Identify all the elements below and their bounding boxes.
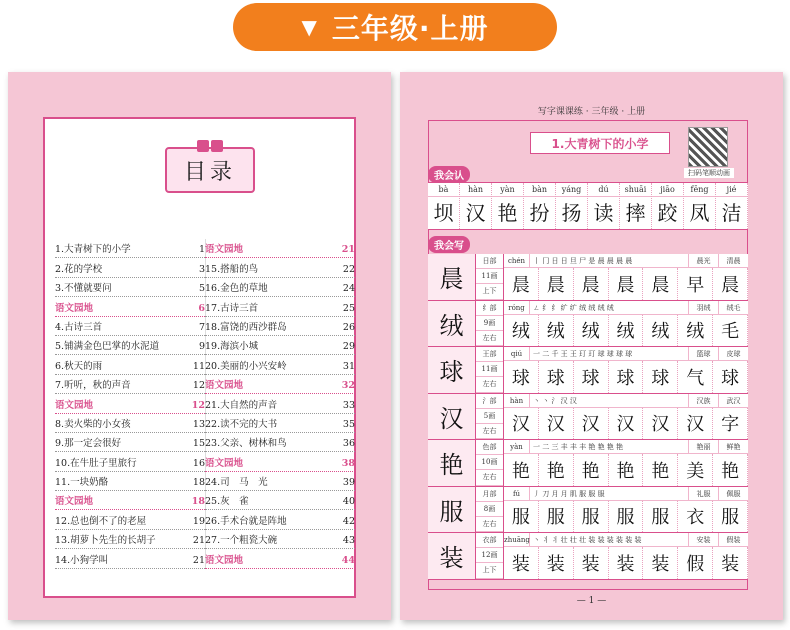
- toc-entry-title: 18.富饶的西沙群岛: [205, 321, 287, 333]
- toc-entry[interactable]: [205, 258, 355, 277]
- practice-chars: [504, 454, 748, 486]
- model-char: 汉: [428, 394, 476, 440]
- toc-entry[interactable]: [205, 472, 355, 491]
- write-top: [504, 394, 748, 408]
- practice-char[interactable]: 汉: [539, 408, 574, 440]
- toc-entry-title: 23.父亲、树林和鸟: [205, 438, 287, 450]
- toc-entry-title: 4.古诗三首: [55, 321, 103, 333]
- toc-entry[interactable]: [55, 472, 205, 491]
- toc-entry-title: 14.小狗学叫: [55, 554, 109, 566]
- toc-entry-title: 语文园地: [205, 554, 244, 566]
- toc-entry[interactable]: [205, 510, 355, 529]
- toc-entry[interactable]: [55, 375, 205, 394]
- recognize-tag: 我会认: [428, 166, 470, 183]
- toc-entry-page: 7: [198, 321, 205, 333]
- stroke-order: 丶 丶 氵 汉 汉: [533, 396, 577, 405]
- toc-entry-title: 26.手术台就是阵地: [205, 515, 287, 527]
- toc-entry-title: 3.不懂就要问: [55, 283, 112, 295]
- toc-entry[interactable]: [205, 530, 355, 549]
- recognize-cell: [684, 183, 716, 229]
- practice-char[interactable]: 假: [678, 547, 713, 579]
- recognize-pinyin: hàn: [460, 183, 491, 197]
- write-pinyin: zhuāng: [504, 533, 530, 546]
- toc-entry[interactable]: [55, 530, 205, 549]
- practice-char[interactable]: 晨: [504, 268, 539, 300]
- practice-char[interactable]: 装: [539, 547, 574, 579]
- practice-char[interactable]: 晨: [643, 268, 678, 300]
- word-1: 晨光: [688, 254, 718, 267]
- toc-entry-page: 33: [342, 399, 355, 411]
- practice-chars: [504, 268, 748, 300]
- write-row: [428, 254, 748, 301]
- practice-char[interactable]: 球: [574, 361, 609, 393]
- toc-entry-title: 16.金色的草地: [205, 283, 268, 295]
- recognize-pinyin: bàn: [524, 183, 555, 197]
- practice-char[interactable]: 绒: [643, 315, 678, 347]
- structure: 上下: [476, 563, 503, 578]
- toc-entry[interactable]: [55, 549, 205, 568]
- write-body: [504, 487, 748, 533]
- radical: 纟部: [476, 301, 503, 316]
- recognize-cell: [492, 183, 524, 229]
- toc-entry-page: 42: [342, 515, 355, 527]
- practice-char[interactable]: 毛: [713, 315, 748, 347]
- toc-entry-page: 6: [198, 302, 205, 314]
- toc-entry-page: 31: [342, 360, 355, 372]
- word-1: 礼服: [688, 487, 718, 500]
- toc-entry[interactable]: [55, 336, 205, 355]
- structure: 左右: [476, 377, 503, 392]
- toc-frame: [43, 117, 356, 598]
- stroke-order: ㄥ 纟 纟 纩 纩 绒 绒 绒 绒: [533, 303, 614, 312]
- toc-entry-page: 32: [341, 380, 355, 392]
- structure: 左右: [476, 331, 503, 346]
- toc-entry[interactable]: [55, 278, 205, 297]
- write-top: [504, 254, 748, 268]
- recognize-pinyin: fēng: [684, 183, 715, 197]
- toc-entry-page: 36: [342, 438, 355, 450]
- toc-entry-title: 语文园地: [55, 302, 94, 314]
- practice-char[interactable]: 汉: [574, 408, 609, 440]
- practice-chars: [504, 547, 748, 579]
- recognize-char: 凤: [689, 201, 710, 225]
- write-body: [504, 254, 748, 300]
- write-pinyin: róng: [504, 301, 530, 314]
- write-body: [504, 347, 748, 393]
- toc-entry[interactable]: [205, 491, 355, 510]
- toc-entry-page: 16: [192, 457, 205, 469]
- practice-char[interactable]: 球: [643, 361, 678, 393]
- toc-entry-page: 21: [192, 554, 205, 566]
- practice-char[interactable]: 绒: [609, 315, 644, 347]
- practice-chars: [504, 408, 748, 440]
- recognize-pinyin: yàn: [492, 183, 523, 197]
- practice-char[interactable]: 球: [539, 361, 574, 393]
- write-pinyin: yàn: [504, 440, 530, 453]
- radical: 氵部: [476, 394, 503, 409]
- toc-entry-page: 40: [342, 496, 355, 508]
- recognize-char: 读: [593, 201, 614, 225]
- recognize-cell: [524, 183, 556, 229]
- word-2: 皮球: [718, 347, 748, 360]
- practice-char[interactable]: 绒: [574, 315, 609, 347]
- toc-entry-page: 15: [192, 438, 205, 450]
- toc-entry-page: 21: [192, 535, 205, 547]
- practice-char[interactable]: 球: [713, 361, 748, 393]
- toc-entry[interactable]: [55, 355, 205, 374]
- stroke-order: 丨 冂 日 日 旦 尸 是 晨 晨 晨 晨: [533, 257, 633, 265]
- recognize-pinyin: yáng: [556, 183, 587, 197]
- toc-entry-title: 19.海滨小城: [205, 341, 259, 353]
- practice-char[interactable]: 汉: [678, 408, 713, 440]
- practice-char[interactable]: 装: [643, 547, 678, 579]
- recognize-char: 跤: [657, 201, 678, 225]
- practice-char[interactable]: 艳: [504, 454, 539, 486]
- write-pinyin: qiú: [504, 347, 530, 360]
- toc-entry[interactable]: [55, 297, 205, 316]
- toc-entry-title: 语文园地: [205, 380, 244, 392]
- model-char: 球: [428, 347, 476, 393]
- recognize-cell: [460, 183, 492, 229]
- recognize-char: 汉: [465, 201, 486, 225]
- char-meta: [476, 301, 504, 347]
- word-1: 羽绒: [688, 301, 718, 314]
- toc-entry[interactable]: [55, 510, 205, 529]
- toc-entry[interactable]: [205, 433, 355, 452]
- practice-char[interactable]: 装: [713, 547, 748, 579]
- toc-column-left: [55, 239, 205, 569]
- word-1: 安装: [688, 533, 718, 546]
- toc-entry-title: 10.在牛肚子里旅行: [55, 457, 137, 469]
- stroke-count: 9画: [476, 316, 503, 331]
- radical: 色部: [476, 440, 503, 455]
- write-top: [504, 487, 748, 501]
- toc-entry[interactable]: [205, 414, 355, 433]
- toc-entry-title: 语文园地: [205, 244, 244, 256]
- write-top: [504, 440, 748, 454]
- recognize-cell: [588, 183, 620, 229]
- practice-char[interactable]: 美: [678, 454, 713, 486]
- practice-char[interactable]: 绒: [678, 315, 713, 347]
- write-row: [428, 301, 748, 348]
- word-1: 艳丽: [688, 440, 718, 453]
- write-row: [428, 394, 748, 441]
- practice-char[interactable]: 艳: [713, 454, 748, 486]
- toc-entry[interactable]: [205, 317, 355, 336]
- char-meta: [476, 254, 504, 300]
- stroke-order: 一 二 千 王 王 玎 玎 球 球 球 球: [533, 350, 633, 358]
- char-meta: [476, 533, 504, 579]
- toc-entry[interactable]: [205, 336, 355, 355]
- toc-entry-title: 22.读不完的大书: [205, 418, 278, 430]
- model-char: 服: [428, 487, 476, 533]
- practice-char[interactable]: 汉: [504, 408, 539, 440]
- model-char: 绒: [428, 301, 476, 347]
- write-row: [428, 533, 748, 580]
- toc-entry-title: 9.那一定会很好: [55, 438, 122, 450]
- recognize-char: 洁: [721, 201, 742, 225]
- recognize-cell: [620, 183, 652, 229]
- toc-entry-page: 21: [341, 244, 355, 256]
- toc-entry[interactable]: [55, 317, 205, 336]
- toc-page: [8, 72, 391, 620]
- stroke-count: 12画: [476, 548, 503, 563]
- write-body: [504, 301, 748, 347]
- toc-entry-title: 13.胡萝卜先生的长胡子: [55, 535, 156, 547]
- toc-entry[interactable]: [205, 278, 355, 297]
- toc-entry-page: 19: [192, 515, 205, 527]
- practice-char[interactable]: 汉: [609, 408, 644, 440]
- practice-char[interactable]: 绒: [539, 315, 574, 347]
- toc-entry-page: 12: [191, 399, 205, 411]
- toc-entry-page: 25: [342, 302, 355, 314]
- toc-entry-page: 24: [342, 283, 355, 295]
- toc-entry-page: 5: [198, 283, 205, 295]
- toc-entry[interactable]: [205, 452, 355, 471]
- practice-char[interactable]: 艳: [574, 454, 609, 486]
- toc-entry-page: 18: [192, 477, 205, 489]
- word-1: 汉族: [688, 394, 718, 407]
- qr-label: 扫码笔顺动画: [684, 168, 734, 178]
- word-2: 佩服: [718, 487, 748, 500]
- page-header: 写字课课练 · 三年级 · 上册: [537, 107, 646, 117]
- recognize-char: 摔: [625, 201, 646, 225]
- recognize-cell: [556, 183, 588, 229]
- practice-char[interactable]: 球: [504, 361, 539, 393]
- write-top: [504, 347, 748, 361]
- structure: 左右: [476, 470, 503, 485]
- word-2: 假装: [718, 533, 748, 546]
- toc-entry[interactable]: [55, 433, 205, 452]
- toc-entry-page: 12: [192, 380, 205, 392]
- practice-char[interactable]: 服: [504, 501, 539, 533]
- toc-entry[interactable]: [55, 452, 205, 471]
- write-top: [504, 533, 748, 547]
- toc-entry-page: 13: [192, 418, 205, 430]
- recognize-char: 扬: [561, 201, 582, 225]
- practice-char[interactable]: 装: [504, 547, 539, 579]
- toc-entry-title: 6.秋天的雨: [55, 360, 103, 372]
- page-number: — 1 —: [576, 596, 607, 606]
- write-body: [504, 440, 748, 486]
- toc-entry-page: 39: [342, 477, 355, 489]
- toc-entry[interactable]: [205, 375, 355, 394]
- word-2: 武汉: [718, 394, 748, 407]
- write-top: [504, 301, 748, 315]
- toc-entry-title: 15.搭船的鸟: [205, 263, 259, 275]
- toc-entry[interactable]: [55, 239, 205, 258]
- recognize-table: [428, 182, 748, 230]
- practice-char[interactable]: 服: [609, 501, 644, 533]
- triangle-down-icon: ▼: [301, 15, 318, 39]
- banner-title: 三年级·上册: [331, 12, 489, 45]
- write-row: [428, 487, 748, 534]
- toc-entry-title: 1.大青树下的小学: [55, 244, 131, 256]
- recognize-cell: [428, 183, 460, 229]
- toc-entry[interactable]: [205, 355, 355, 374]
- recognize-pinyin: bà: [428, 183, 459, 197]
- toc-entry-page: 22: [342, 263, 355, 275]
- toc-entry[interactable]: [205, 549, 355, 568]
- structure: 左右: [476, 424, 503, 439]
- practice-char[interactable]: 装: [574, 547, 609, 579]
- stroke-count: 11画: [476, 269, 503, 284]
- practice-char[interactable]: 艳: [609, 454, 644, 486]
- toc-entry-title: 25.灰 雀: [205, 496, 249, 508]
- exercise-page: [400, 72, 783, 620]
- write-pinyin: hàn: [504, 394, 530, 407]
- toc-entry[interactable]: [55, 258, 205, 277]
- structure: 左右: [476, 517, 503, 532]
- toc-entry-title: 5.铺满金色巴掌的水泥道: [55, 341, 160, 353]
- toc-entry-title: 11.一块奶酪: [55, 477, 109, 489]
- char-meta: [476, 347, 504, 393]
- stroke-order: 丶 丬 丬 壮 壮 壮 装 装 装 装 装 装: [533, 536, 642, 544]
- practice-chars: [504, 501, 748, 533]
- toc-entry-title: 7.听听，秋的声音: [55, 380, 131, 392]
- toc-entry[interactable]: [205, 297, 355, 316]
- toc-entry-title: 12.总也倒不了的老屋: [55, 515, 147, 527]
- toc-entry-title: 语文园地: [55, 496, 94, 508]
- toc-entry-page: 44: [341, 554, 355, 566]
- radical: 日部: [476, 254, 503, 269]
- practice-char[interactable]: 艳: [643, 454, 678, 486]
- practice-chars: [504, 361, 748, 393]
- practice-char[interactable]: 服: [574, 501, 609, 533]
- practice-char[interactable]: 汉: [643, 408, 678, 440]
- toc-entry-page: 29: [342, 341, 355, 353]
- practice-chars: [504, 315, 748, 347]
- practice-char[interactable]: 装: [609, 547, 644, 579]
- toc-entry-page: 11: [192, 360, 205, 372]
- stroke-order: 一 二 三 丰 丰 丰 艳 艳 艳 艳: [533, 443, 624, 451]
- model-char: 晨: [428, 254, 476, 300]
- practice-char[interactable]: 衣: [678, 501, 713, 533]
- recognize-char: 坝: [433, 201, 454, 225]
- radical: 衣部: [476, 533, 503, 548]
- practice-char[interactable]: 艳: [539, 454, 574, 486]
- recognize-cell: [652, 183, 684, 229]
- toc-entry-page: 18: [191, 496, 205, 508]
- practice-char[interactable]: 字: [713, 408, 748, 440]
- practice-char[interactable]: 晨: [539, 268, 574, 300]
- write-row: [428, 440, 748, 487]
- toc-entry[interactable]: [55, 394, 205, 413]
- practice-char[interactable]: 晨: [609, 268, 644, 300]
- write-table: [428, 254, 748, 580]
- toc-entry-page: 1: [198, 244, 205, 256]
- toc-entry-title: 17.古诗三首: [205, 302, 259, 314]
- practice-char[interactable]: 气: [678, 361, 713, 393]
- toc-entry-page: 9: [198, 341, 205, 353]
- toc-title: 目录: [165, 147, 255, 193]
- toc-column-right: [205, 239, 355, 569]
- stroke-count: 11画: [476, 362, 503, 377]
- char-meta: [476, 487, 504, 533]
- write-tag: 我会写: [428, 236, 470, 253]
- recognize-char: 扮: [529, 201, 550, 225]
- toc-entry-title: 2.花的学校: [55, 263, 103, 275]
- toc-entry[interactable]: [55, 491, 205, 510]
- char-meta: [476, 394, 504, 440]
- grade-banner: [233, 3, 557, 51]
- recognize-pinyin: jié: [716, 183, 747, 197]
- toc-entry[interactable]: [205, 394, 355, 413]
- word-1: 篮球: [688, 347, 718, 360]
- stroke-count: 8画: [476, 502, 503, 517]
- write-body: [504, 394, 748, 440]
- toc-entry-title: 21.大自然的声音: [205, 399, 278, 411]
- write-pinyin: chén: [504, 254, 530, 267]
- model-char: 艳: [428, 440, 476, 486]
- practice-char[interactable]: 早: [678, 268, 713, 300]
- lesson-title: 1.大青树下的小学: [530, 132, 670, 154]
- practice-char[interactable]: 服: [713, 501, 748, 533]
- write-body: [504, 533, 748, 579]
- toc-entry-page: 35: [342, 418, 355, 430]
- toc-entry-title: 8.卖火柴的小女孩: [55, 418, 131, 430]
- practice-char[interactable]: 晨: [574, 268, 609, 300]
- recognize-pinyin: dú: [588, 183, 619, 197]
- word-2: 清晨: [718, 254, 748, 267]
- toc-entry-title: 语文园地: [205, 457, 244, 469]
- model-char: 装: [428, 533, 476, 579]
- toc-entry-page: 38: [341, 457, 355, 469]
- toc-entry-title: 27.一个粗瓷大碗: [205, 535, 278, 547]
- word-2: 绒毛: [718, 301, 748, 314]
- stroke-count: 10画: [476, 455, 503, 470]
- recognize-char: 艳: [497, 201, 518, 225]
- structure: 上下: [476, 284, 503, 299]
- toc-entry-title: 语文园地: [55, 399, 94, 411]
- practice-char[interactable]: 球: [609, 361, 644, 393]
- practice-char[interactable]: 服: [539, 501, 574, 533]
- write-row: [428, 347, 748, 394]
- radical: 月部: [476, 487, 503, 502]
- char-meta: [476, 440, 504, 486]
- qr-code-icon[interactable]: [688, 127, 728, 167]
- toc-entry[interactable]: [205, 239, 355, 258]
- recognize-pinyin: jiāo: [652, 183, 683, 197]
- radical: 王部: [476, 347, 503, 362]
- practice-char[interactable]: 晨: [713, 268, 748, 300]
- toc-entry-title: 20.美丽的小兴安岭: [205, 360, 287, 372]
- toc-entry-page: 26: [342, 321, 355, 333]
- recognize-pinyin: shuāi: [620, 183, 651, 197]
- practice-char[interactable]: 绒: [504, 315, 539, 347]
- word-2: 鲜艳: [718, 440, 748, 453]
- write-pinyin: fú: [504, 487, 530, 500]
- stroke-order: 丿 刀 月 月 肌 服 服 服: [533, 489, 605, 498]
- stroke-count: 5画: [476, 409, 503, 424]
- toc-entry-title: 24.司 马 光: [205, 477, 268, 489]
- toc-entry-page: 43: [342, 535, 355, 547]
- practice-char[interactable]: 服: [643, 501, 678, 533]
- recognize-cell: [716, 183, 748, 229]
- toc-entry-page: 3: [198, 263, 205, 275]
- toc-entry[interactable]: [55, 414, 205, 433]
